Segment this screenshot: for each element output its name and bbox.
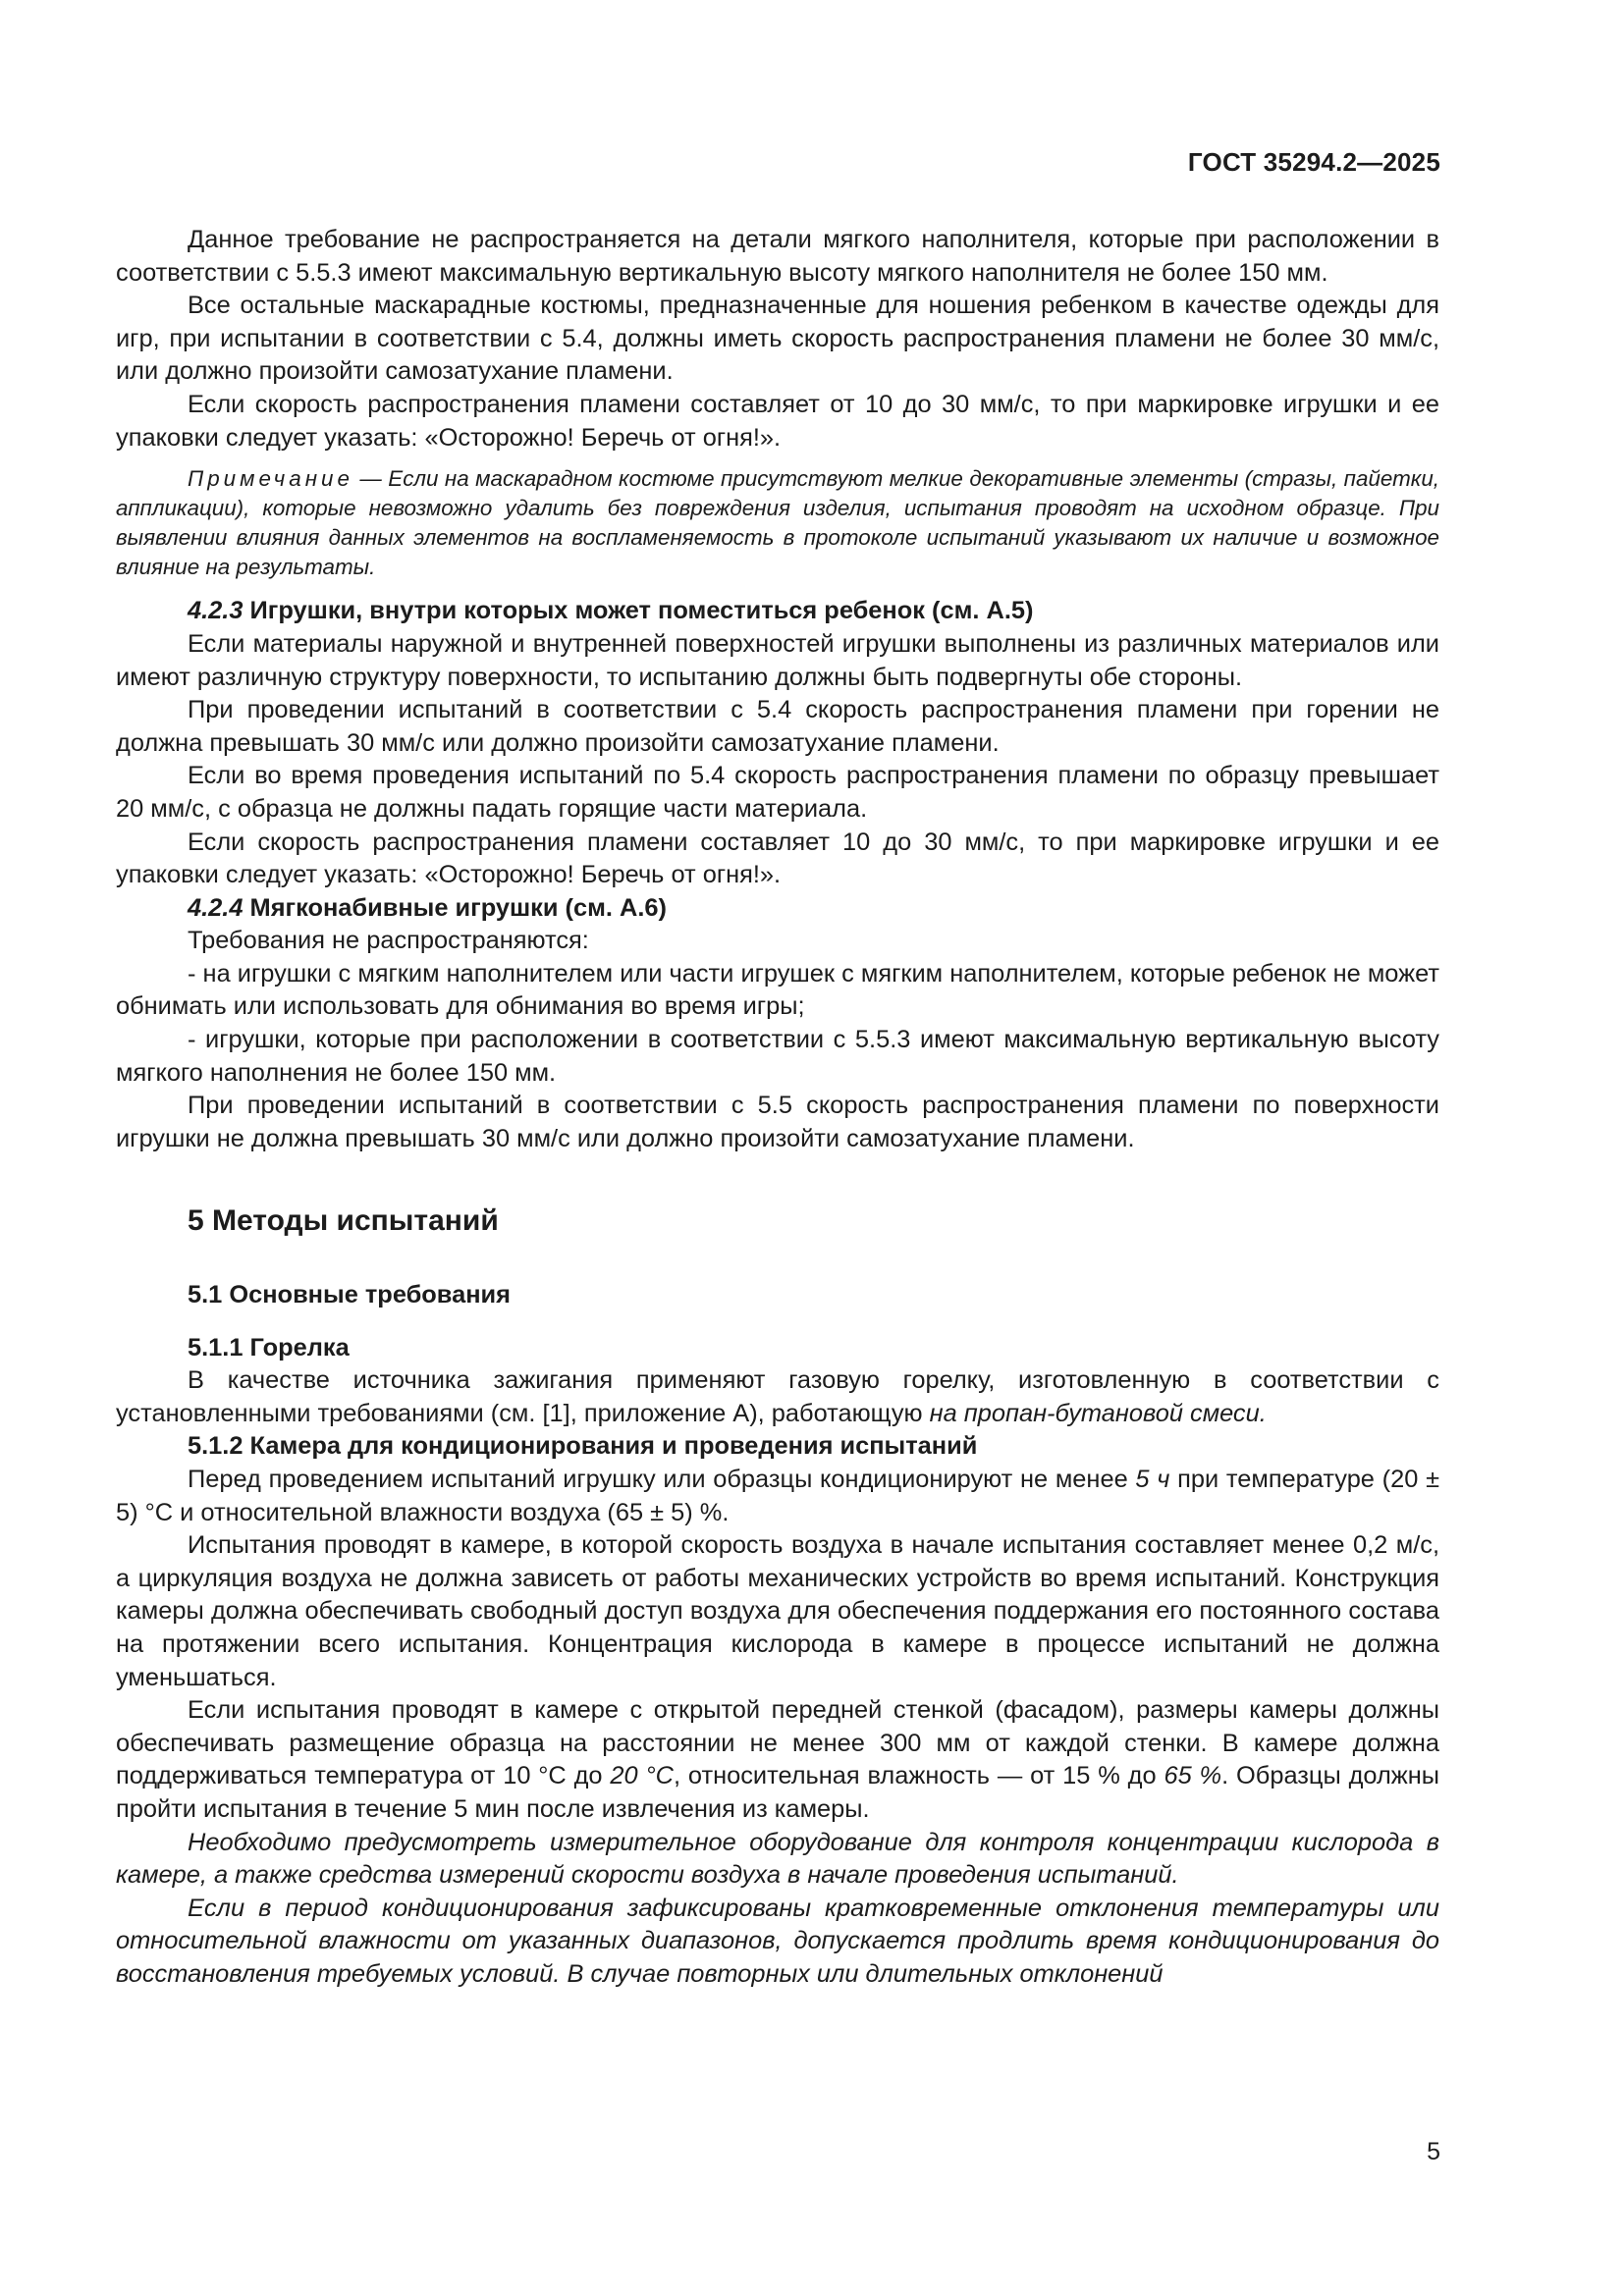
text-run-italic: 65 % xyxy=(1164,1762,1222,1790)
list-item: - игрушки, которые при расположении в соответствии с 5.5.3 имеют максимальную вертикальную высоту мягкого наполнения не более 150 мм. xyxy=(116,1026,1439,1087)
text-run-italic: 5 ч xyxy=(1135,1466,1170,1493)
note-label: Примечание xyxy=(188,466,353,492)
paragraph xyxy=(116,1694,1439,1826)
paragraph xyxy=(116,1364,1439,1430)
paragraph: Если материалы наружной и внутренней поверхностей игрушки выполнены из различных материалов или имеют различную структуру поверхности, то испытанию должны быть подвергнуты обе стороны. xyxy=(116,629,1439,691)
paragraph-italic: Если в период кондиционирования зафиксированы кратковременные отклонения температуры или относительной влажности от указанных диапазонов, допускается продлить время кондиционирования до восстановления требуемых условий. В случае повторных или длительных отклонений xyxy=(116,1894,1439,1988)
paragraph: Если скорость распространения пламени составляет 10 до 30 мм/с, то при маркировке игрушки и ее упаковки следует указать: «Осторожно! Беречь от огня!». xyxy=(116,828,1439,889)
paragraph: Испытания проводят в камере, в которой скорость воздуха в начале испытания составляет менее 0,2 м/с, а циркуляция воздуха не должна зависеть от работы механических устройств во время испытаний. Конструкция камеры должна обеспечивать свободный доступ воздуха для обеспечения поддержания его постоянного состава на протяжении всего испытания. Концентрация кислорода в камере в процессе испытаний не должна уменьшаться. xyxy=(116,1531,1439,1691)
text-run-italic: 20 °С xyxy=(610,1762,674,1790)
paragraph xyxy=(116,1464,1439,1529)
subsection-title: Мягконабивные игрушки (см. А.6) xyxy=(243,893,667,922)
paragraph: Данное требование не распространяется на детали мягкого наполнителя, которые при расположении в соответствии с 5.5.3 имеют максимальную вертикальную высоту мягкого наполнителя не более 150 мм. xyxy=(116,226,1439,287)
document-code-header: ГОСТ 35294.2—2025 xyxy=(1187,147,1440,177)
subsection-number: 4.2.4 xyxy=(188,893,244,922)
text-run: при температуре (20 ± 5) °С и относительной влажности воздуха (65 ± 5) %. xyxy=(116,1466,1439,1526)
paragraph: Если во время проведения испытаний по 5.4 скорость распространения пламени по образцу превышает 20 мм/с, с образца не должны падать горящие части материала. xyxy=(116,762,1439,823)
subsection-number: 4.2.3 xyxy=(188,597,244,625)
subsection-heading-5-1-2: 5.1.2 Камера для кондиционирования и проведения испытаний xyxy=(188,1432,978,1461)
text-run: Перед проведением испытаний игрушку или образцы кондиционируют не менее xyxy=(188,1466,1136,1493)
note-text: — Если на маскарадном костюме присутствуют мелкие декоративные элементы (стразы, пайетки, аппликации), которые невозможно удалить без повреждения изделия, испытания проводят на исходном образце. При выявлении влияния данных элементов на воспламеняемость в протоколе испытаний указывают их наличие и возможное влияние на результаты. xyxy=(116,466,1439,579)
paragraph: Требования не распространяются: xyxy=(188,927,589,955)
paragraph: Если скорость распространения пламени составляет от 10 до 30 мм/с, то при маркировке игрушки и ее упаковки следует указать: «Осторожно! Беречь от огня!». xyxy=(116,390,1439,452)
text-run: Если испытания проводят в камере с открытой передней стенкой (фасадом), размеры камеры должны обеспечивать размещение образца на расстоянии не менее 300 мм от каждой стенки. В камере должна поддерживаться температура от 10 °С до xyxy=(116,1696,1439,1790)
subsection-title: Игрушки, внутри которых может поместиться ребенок (см. А.5) xyxy=(243,597,1034,625)
paragraph-italic: Необходимо предусмотреть измерительное оборудование для контроля концентрации кислорода в камере, а также средства измерений скорости воздуха в начале проведения испытаний. xyxy=(116,1828,1439,1890)
subsection-heading-4-2-3 xyxy=(116,595,1439,628)
subsection-heading-5-1-1: 5.1.1 Горелка xyxy=(188,1333,350,1362)
page-number: 5 xyxy=(1427,2138,1440,2165)
page-content xyxy=(116,224,1439,1992)
paragraph: Все остальные маскарадные костюмы, предназначенные для ношения ребенком в качестве одежды для игр, при испытании в соответствии с 5.4, должны иметь скорость распространения пламени не более 30 мм/с, или должно произойти самозатухание пламени. xyxy=(116,292,1439,386)
paragraph: При проведении испытаний в соответствии с 5.5 скорость распространения пламени по поверхности игрушки не должна превышать 30 мм/с или должно произойти самозатухание пламени. xyxy=(116,1092,1439,1152)
text-run-italic: на пропан-бутановой смеси. xyxy=(929,1399,1267,1427)
text-run: , относительная влажность — от 15 % до xyxy=(674,1762,1164,1790)
section-heading-5: 5 Методы испытаний xyxy=(188,1204,499,1238)
text-run: . Образцы должны пройти испытания в течение 5 мин после извлечения из камеры. xyxy=(116,1762,1440,1823)
paragraph: При проведении испытаний в соответствии с 5.4 скорость распространения пламени при горении не должна превышать 30 мм/с или должно произойти самозатухание пламени. xyxy=(116,696,1439,757)
text-run: В качестве источника зажигания применяют газовую горелку, изготовленную в соответствии с установленными требованиями (см. [1], приложение А), работающую xyxy=(116,1366,1439,1427)
list-item: - на игрушки с мягким наполнителем или части игрушек с мягким наполнителем, которые ребенок не может обнимать или использовать для обнимания во время игры; xyxy=(116,959,1439,1021)
subsection-heading-5-1: 5.1 Основные требования xyxy=(188,1281,511,1309)
subsection-heading-4-2-4 xyxy=(116,892,1439,926)
note xyxy=(116,464,1439,581)
